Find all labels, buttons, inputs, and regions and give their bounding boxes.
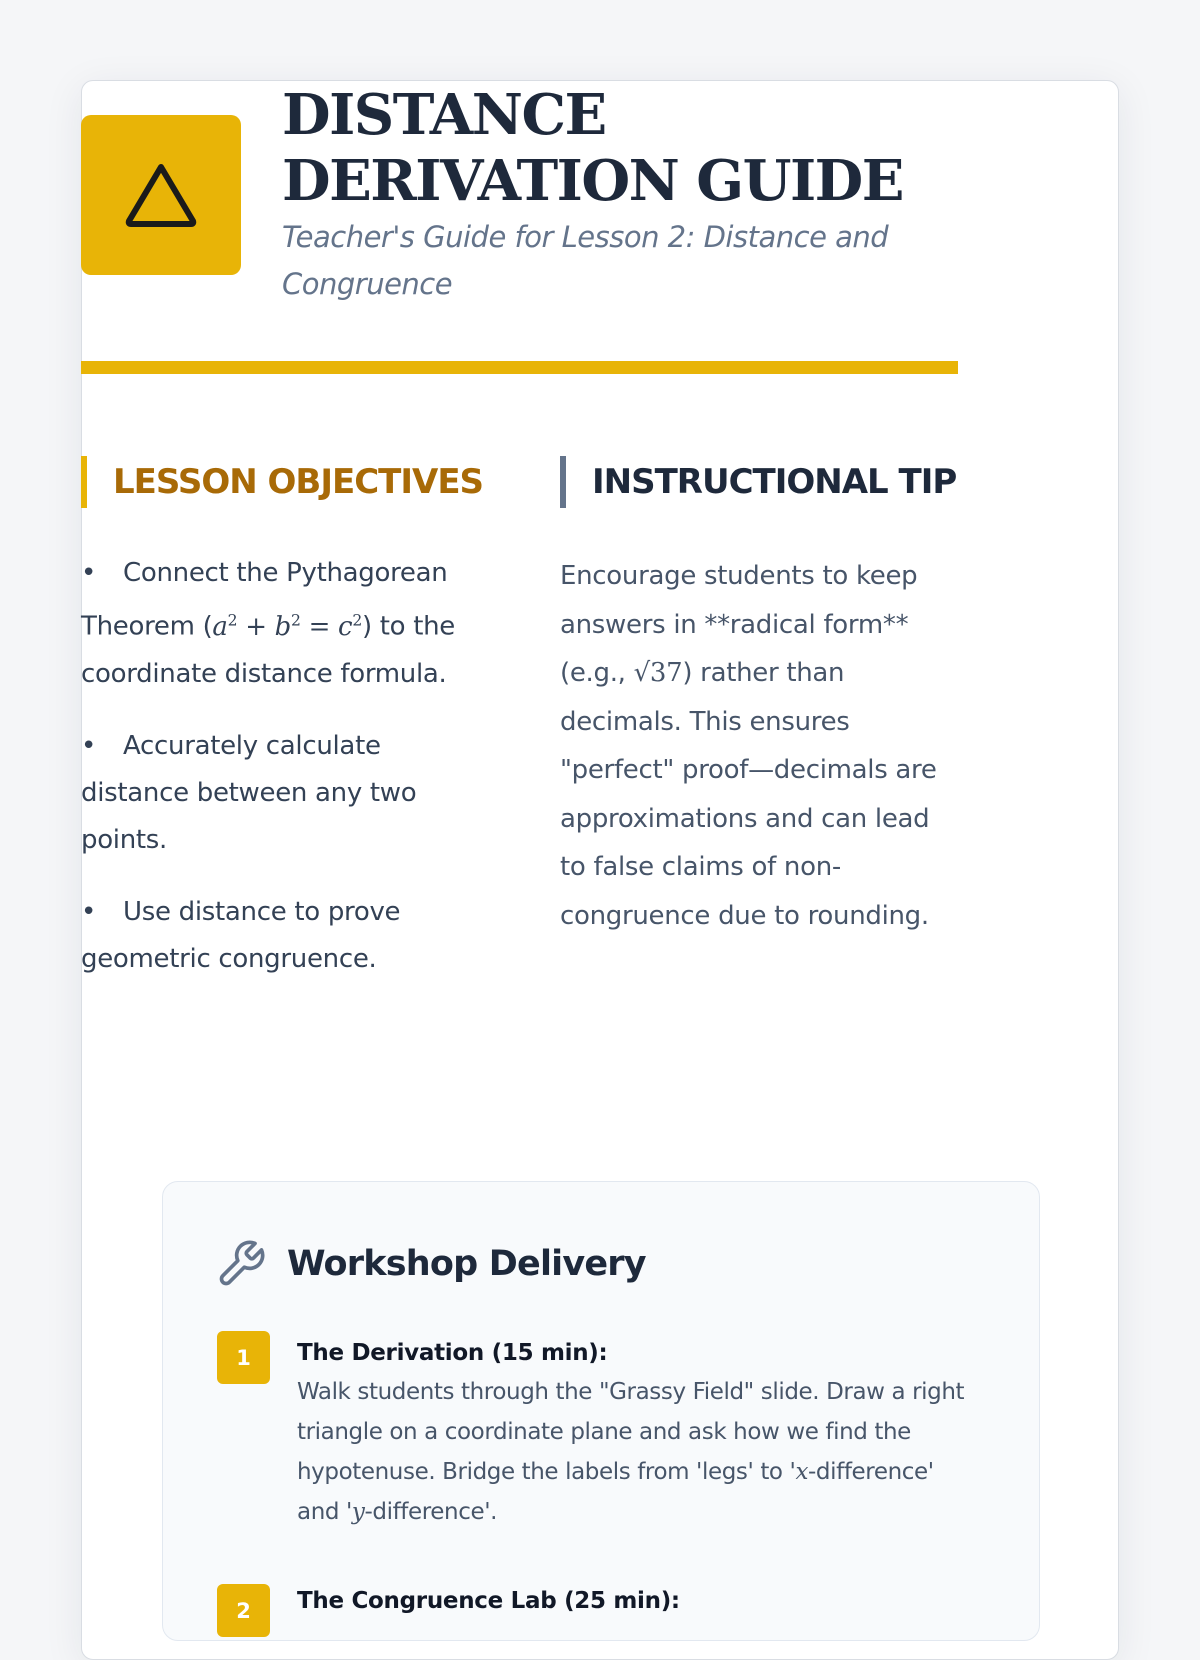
radical-example: √37 [633,658,683,688]
list-item: • Use distance to prove geometric congruence. [81,889,461,983]
tip-body: Encourage students to keep answers in **radical form** (e.g., √37) rather than decimals. This ensures "perfect" proof—decimals are approximations and can lead to false claims of non-congruence due to rounding. [560,561,937,931]
objectives-list [81,550,461,1008]
list-item: • Connect the Pythagorean Theorem $(a^2 + b^2 = c^2)$ to the coordinate distance formula. [81,550,461,698]
step-title: The Derivation (15 min): [297,1340,608,1366]
step-body: Walk students through the "Grassy Field" slide. Draw a right triangle on a coordinate plane and ask how we find the hypotenuse. Bridge the labels from 'legs' to 'x-difference' and 'y-difference'. [297,1379,965,1525]
bullet: • [81,730,97,761]
objectives-accent-bar [81,456,87,508]
objectives-heading [81,456,533,508]
step-title: The Congruence Lab (25 min): [297,1588,680,1614]
objectives-heading-text: LESSON OBJECTIVES [113,462,484,502]
step-number-badge: 1 [217,1331,270,1384]
list-item: • Accurately calculate distance between any two points. [81,723,461,864]
workshop-title: Workshop Delivery [287,1244,646,1284]
logo-badge [81,115,241,275]
tip-heading-text: INSTRUCTIONAL TIP [592,462,957,502]
triangle-icon [123,161,199,229]
workshop-heading [215,1236,646,1292]
tip-heading [560,456,1012,508]
page-subtitle: Teacher's Guide for Lesson 2: Distance and Congruence [282,220,889,301]
wrench-icon [215,1238,267,1290]
bullet: • [81,558,97,588]
header-divider [81,361,958,374]
step-number-badge: 2 [217,1584,270,1637]
page-title: DISTANCE DERIVATION GUIDE [282,82,903,214]
bullet: • [81,896,97,927]
pythagorean-formula: $a^2 + b^2 = c^2$ [212,611,362,642]
tip-accent-bar [560,456,566,508]
